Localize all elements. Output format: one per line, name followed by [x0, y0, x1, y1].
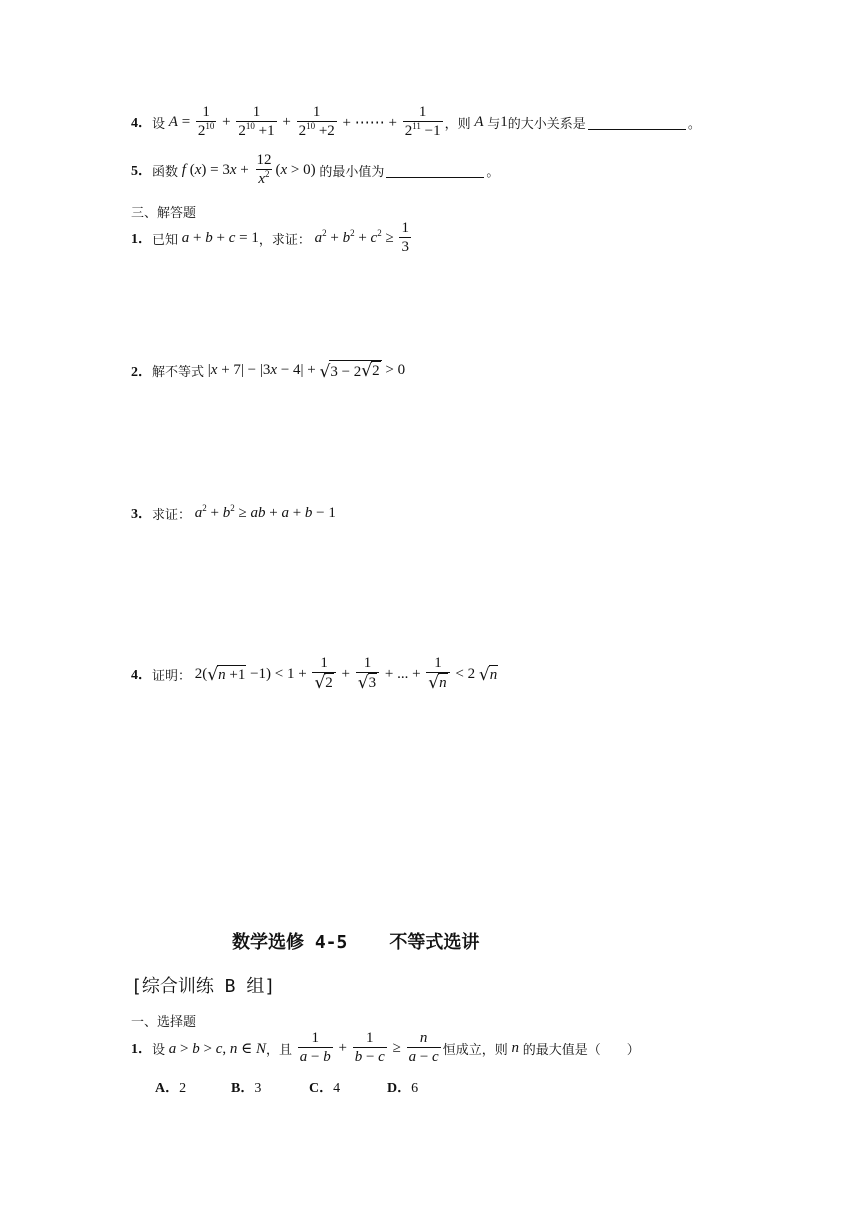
option-a[interactable]: A．2	[155, 1081, 187, 1096]
section-heading: 三、解答题	[131, 206, 197, 221]
option-c[interactable]: C．4	[309, 1081, 341, 1096]
options-row	[155, 1077, 418, 1097]
fraction: $\frac{1}{2^{11} -1}$	[404, 104, 441, 139]
math-expression: A	[165, 113, 178, 130]
fraction: $\frac{1}{b - c}$	[354, 1030, 385, 1065]
fraction: 1 √ 2	[312, 655, 335, 693]
fraction: $\frac{1}{3}$	[401, 220, 409, 255]
fraction: 1 √ 3	[356, 655, 379, 693]
solve-question-1: 1． 已知 a + b + c = 1 ，求证： $a^2 + b^2 + c^2$ ≥ $\frac{1}{3}$	[131, 220, 409, 255]
fraction: 1 √ n	[426, 655, 449, 693]
solve-question-3: 3． 求证： $a^2 + b^2$ ≥ ab + a + b − 1	[131, 502, 336, 523]
option-d[interactable]: D．6	[387, 1081, 419, 1096]
fraction: $\frac{1}{a - b}$	[299, 1030, 331, 1065]
solve-question-2: 2． 解不等式 |x + 7| − |3x − 4| + √ 3 − 2 √ 2 > 0	[131, 361, 406, 382]
chapter-title: 数学选修 4-5 不等式选讲	[232, 932, 480, 953]
fraction: $\frac{1}{2^{10} +2}$	[298, 104, 335, 139]
question-number: 4．	[131, 116, 152, 131]
question-text: 设	[152, 116, 166, 132]
fraction: $\frac{1}{2^{10} +1}$	[238, 104, 275, 139]
choice-question-1: 1． 设 a > b > c, n ∈ N ，且 $\frac{1}{a - b}$ + $\frac{1}{b - c}$ ≥ $\frac{n}{a - c}$ 恒成立，则 n 的最大值是（ ）	[131, 1030, 640, 1065]
fraction: $\frac{12}{x^2}$	[256, 152, 272, 187]
solve-question-4: 4． 证明： 2( √ n +1 −1) < 1 + 1 √ 2 + 1 √ 3 + ... + 1 √ n < 2 √ n	[131, 655, 498, 693]
fraction: $\frac{1}{2^{10}}$	[197, 104, 215, 139]
fill-question-4: 4． 设 A = $\frac{1}{2^{10}}$ + $\frac{1}{2^{10} +1}$ + $\frac{1}{2^{10} +2}$ + ⋯⋯ + $\frac{1}{2^{11} -1}$ ，则 A 与 1 的大小关系是 。	[131, 104, 701, 139]
fraction: $\frac{n}{a - c}$	[408, 1030, 439, 1065]
fill-question-5: 5． 函数 f (x) = 3x + $\frac{12}{x^2}$ (x > 0) 的最小值为 。	[131, 152, 500, 187]
question-number: 5．	[131, 164, 152, 179]
square-root: √ 3 − 2 √ 2	[319, 361, 380, 382]
answer-blank[interactable]	[588, 115, 686, 130]
section-heading: 一、选择题	[131, 1015, 197, 1030]
group-label: [综合训练 B 组]	[131, 976, 276, 997]
answer-blank[interactable]	[386, 163, 484, 178]
option-b[interactable]: B．3	[231, 1081, 262, 1096]
